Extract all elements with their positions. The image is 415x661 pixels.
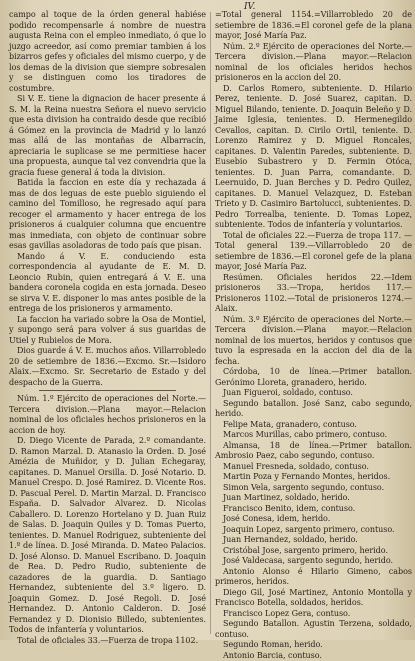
right-paragraph: Manuel Fresneda, soldado, contuso. [215,462,412,473]
right-paragraph: José Valdecasa, sargento segundo, herido. [215,556,412,567]
right-paragraph: Juan Martinez, soldado, herido. [215,493,412,504]
column-divider [210,12,211,634]
left-paragraph: Batida la faccion en este día y rechazada á mas de dos leguas de este pueblo siguiendo el camino del Tomilloso, he regresado aquí para recoger el armamento y hacer entrega de los prisioneros á cualquier columna que encuentre mas inmediata, con objeto de continuar sobre esas gavillas asoladoras de todo país que pisan. [9,178,206,252]
right-paragraph: Francisco Lopez Gera, contuso. [215,609,412,620]
left-paragraph: La faccion ha variado sobre la Osa de Montiel, y supongo será para volver á sus guaridas de Utiel y Rubielos de Mora. [9,315,206,347]
right-paragraph: Núm. 2.º Ejército de operaciones del Norte.—Tercera division.—Plana mayor.—Relacion nominal de los oficiales heridos hechos prisioneros en la accion del 20. [215,42,412,84]
right-paragraph: Juan Figueroi, soldado, contuso. [215,388,412,399]
left-paragraph: Mando á V. E. conduciendo esta correspondencia al ayudante de E. M. D. Leoncio Rubin, quien entregará á V. E. una bandera coronela cogida en esta jornada. Deseo se sirva V. E. disponer lo mas antes posible de la entrega de los prisioneros y armamento. [9,252,206,315]
section-rule [39,390,176,391]
right-paragraph: Marcos Murillas, cabo primero, contuso. [215,430,412,441]
right-paragraph: Córdoba, 10 de línea.—Primer batallon. Gerónimo Lloreta, granadero, herido. [215,367,412,388]
right-paragraph: Total de oficiales 22.—Fuerza de tropa 117. —Total general 139.—Villarrobledo 20 de setiembre de 1836.—El coronel gefe de la plana mayor, José María Paz. [215,231,412,273]
page-number: IV. [244,2,255,12]
left-paragraph: campo al toque de la órden general habiése podido recompensarle á nombre de nuestra augusta Reina con el empleo inmediato, ó que lo juzgo acreedor, así como premiar tambien á los bizarros gefes y oficiales del mismo cuerpo, y de los demas de la division que siempre sobresalen y se distinguen como los tiradores de costumbre. [9,10,206,94]
right-paragraph: Resúmen. Oficiales heridos 22.—Idem prisioneros 33.—Tropa, heridos 117.—Prisioneros 1102.—Total de prisioneros 1274.—Alaix. [215,273,412,315]
right-paragraph: Martin Poza y Fernando Montes, heridos. [215,472,412,483]
left-paragraph: D. Diego Vicente de Parada, 2.º comandante. D. Ramon Marzal. D. Atanasio la Orden. D. José Amézia de Muñidor, y D. Julian Echegaray, capitanes. D. Manuel Orsilla. D. José Notario. D. Manuel Crespo. D. José Ramirez. D. Vicente Ros. D. Pascual Perel. D. Martin Marzal. D. Francisco España. D. Salvador Alvarez. D. Nicolas Caballero. D. Lorenzo Hortelano y D. Juan Ruiz de Salas. D. Joaquin Quiles y D. Tomas Puerto, tenientes. D. Manuel Rodriguez, subteniente del 1.º de línea. D. José Miranda. D. Mateo Palacios. D. José Alonso. D. Manuel Escribano. D. Joaquin de Rea. D. Pedro Rudio, subteniente de cazadores de la guardia. D. Santiago Hernandez, subteniente del 3.º ligero. D. Joaquin Gomez. D. José Regoli. D. José Hernandez. D. Antonio Calderon. D. José Fernandez y D. Dionisio Billedo, subtenientes. Todos de infantería y voluntarios. [9,436,206,636]
left-column [9,10,206,636]
right-paragraph: Francisco Benito, idem, contuso. [215,504,412,515]
right-column [215,10,412,636]
right-paragraph: Núm. 3.º Ejército de operaciones del Norte.—Tercera division.—Plana mayor.—Relacion nominal de los muertos, heridos y contusos que tuvo la espresada en la accion del dia de la fecha. [215,315,412,368]
right-paragraph: D. Carlos Romero, subteniente. D. Hilario Perez, teniente. D. José Suarez, capitan. D. Miguel Bilando, teniente. D. Joaquin Beleño y D. Jaime Iglesia, tenientes. D. Hermenegildo Cevallos, capitan. D. Cirilo Ortil, teniente. D. Lorenzo Ramirez y D. Miguel Roncales, capitanes. D. Valentin Paredes, subteniente. D. Eusebio Subastrero y D. Fermin Otóca, tenientes. D. Juan Parra, comandante. D. Leernuido, D. Juan Berches y D. Pedro Quilez, capitanes. D. Manuel Velazquez, D. Esteban Trieto y D. Casimiro Bartolucci, subtenientes. D. Pedro Torrealba, teniente. D. Tomas Lopez, subteniente. Todos de infantería y voluntarios. [215,84,412,231]
right-paragraph: Antonio Alonso é Hilario Gimeno, cabos primeros, heridos. [215,567,412,588]
right-paragraph: Segundo Batallon. Agustin Terzena, soldado, contuso. [215,619,412,640]
left-paragraph: Dios guarde á V. E. muchos años. Villarrobledo 20 de setiembre de 1836.—Excmo. Sr.—Isidoro Alaix.—Excmo. Sr. Secretario de Estado y del despacho de la Guerra. [9,346,206,388]
right-paragraph: José Conesa, idem, herido. [215,514,412,525]
right-paragraph: Cristóbal Jose, sargento primero, herido. [215,546,412,557]
right-paragraph: Juan Hernandez, soldado, herido. [215,535,412,546]
right-paragraph: Segundo batallon. José Sanz, cabo segundo, herido. [215,399,412,420]
right-paragraph: Almansa, 18 de línea.—Primer batallon. Ambrosio Paez, cabo segundo, contuso. [215,441,412,462]
right-paragraph: Felipe Mata, granadero, contuso. [215,420,412,431]
right-paragraph: Diego Gil, José Martinez, Antonio Montolla y Francisco Botella, soldados, heridos. [215,588,412,609]
right-paragraph: Antonio Barcia, contuso. [215,651,412,661]
right-paragraph: =Total general 1154.=Villarrobledo 20 de setiembre de 1836.=El coronel gefe de la plana mayor, José María Paz. [215,10,412,42]
left-paragraph: Total de oficiales 33.—Fuerza de tropa 1102. [9,636,206,647]
right-paragraph: Joaquin Lopez, sargento primero, contuso. [215,525,412,536]
left-paragraph: Si V. E. tiene la dignacion de hacer presente á S. M. la Reina nuestra Señora el nuevo servicio que esta division ha contraido desde que recibió á Gómez en la provincia de Madrid y lo lanzó mas allá de las montañas de Albarracín, apreciaria le suplicase se me permitiese hacer una propuesta, aunque tal vez convendria que la gracia fuese general á toda la division. [9,94,206,178]
right-paragraph: Segundo Roman, herido. [215,640,412,651]
left-paragraph: Núm. 1.º Ejército de operaciones del Norte.—Tercera division.—Plana mayor.—Relacion nominal de los oficiales hechos prisioneros en la accion de hoy. [9,394,206,436]
right-paragraph: Simon Vela, sargento segundo, contuso. [215,483,412,494]
